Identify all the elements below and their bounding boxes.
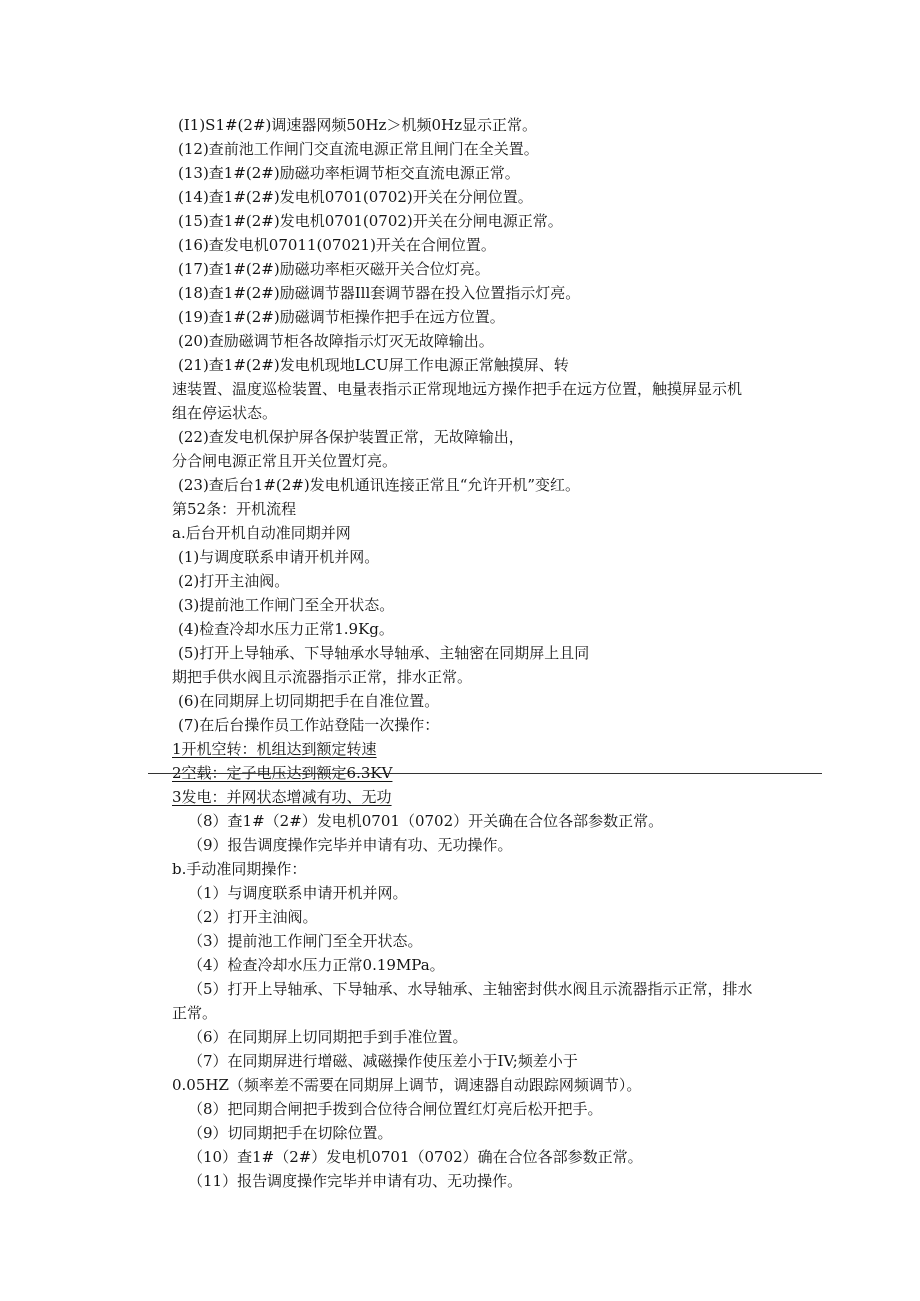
text-line: (6)在同期屏上切同期把手在自准位置。 — [178, 692, 440, 710]
text-line: （3）提前池工作闸门至全开状态。 — [188, 932, 423, 950]
text-line: (20)查励磁调节柜各故障指示灯灭无故障输出。 — [178, 332, 494, 350]
text-line: (5)打开上导轴承、下导轴承水导轴承、主轴密在同期屏上且同 — [178, 644, 590, 662]
text-line: 正常。 — [172, 1004, 218, 1022]
text-line: (14)查1#(2#)发电机0701(0702)开关在分闸位置。 — [178, 188, 533, 206]
text-line: (18)查1#(2#)励磁调节器Ill套调节器在投入位置指示灯亮。 — [178, 284, 581, 302]
text-line: (3)提前池工作闸门至全开状态。 — [178, 596, 395, 614]
text-line: (12)查前池工作闸门交直流电源正常且闸门在全关置。 — [178, 140, 539, 158]
text-line: (21)查1#(2#)发电机现地LCU屏工作电源正常触摸屏、转 — [178, 356, 569, 374]
text-line: (17)查1#(2#)励磁功率柜灭磁开关合位灯亮。 — [178, 260, 490, 278]
text-line: (1)与调度联系申请开机并网。 — [178, 548, 380, 566]
text-line: （8）查1#（2#）发电机0701（0702）开关确在合位各部参数正常。 — [188, 812, 664, 830]
text-line: （6）在同期屏上切同期把手到手准位置。 — [188, 1028, 468, 1046]
horizontal-rule — [148, 773, 822, 774]
text-line: (7)在后台操作员工作站登陆一次操作： — [178, 716, 440, 734]
text-line: (22)查发电机保护屏各保护装置正常，无故障输出， — [178, 428, 524, 446]
text-line: (4)检查冷却水压力正常1.9Kg。 — [178, 620, 394, 638]
section-heading: 第52条：开机流程 — [172, 500, 297, 518]
text-line: （7）在同期屏进行增磁、减磁操作使压差小于IV;频差小于 — [188, 1052, 578, 1070]
text-line: 分合闸电源正常且开关位置灯亮。 — [172, 452, 398, 470]
text-line: (23)查后台1#(2#)发电机通讯连接正常且“允许开机”变红。 — [178, 476, 581, 494]
subsection-heading: a.后台开机自动准同期并网 — [172, 524, 351, 542]
underlined-step: 2空载：定子电压达到额定6.3KV — [172, 764, 393, 782]
text-line: (16)查发电机07011(07021)开关在合闸位置。 — [178, 236, 496, 254]
text-line: (19)查1#(2#)励磁调节柜操作把手在远方位置。 — [178, 308, 505, 326]
text-line: 速装置、温度巡检装置、电量表指示正常现地远方操作把手在远方位置，触摸屏显示机 — [172, 380, 743, 398]
text-line: （2）打开主油阀。 — [188, 908, 318, 926]
text-line: （11）报告调度操作完毕并申请有功、无功操作。 — [188, 1172, 523, 1190]
text-line: (2)打开主油阀。 — [178, 572, 290, 590]
subsection-heading: b.手动准同期操作： — [172, 860, 307, 878]
text-line: （1）与调度联系申请开机并网。 — [188, 884, 408, 902]
text-line: (15)查1#(2#)发电机0701(0702)开关在分闸电源正常。 — [178, 212, 563, 230]
text-line: （5）打开上导轴承、下导轴承、水导轴承、主轴密封供水阀且示流器指示正常，排水 — [188, 980, 753, 998]
text-line: 组在停运状态。 — [172, 404, 278, 422]
text-line: (I1)S1#(2#)调速器网频50Hz＞机频0Hz显示正常。 — [178, 116, 537, 134]
text-line: （8）把同期合闸把手拨到合位待合闸位置红灯亮后松开把手。 — [188, 1100, 603, 1118]
text-line: 期把手供水阀且示流器指示正常，排水正常。 — [172, 668, 473, 686]
text-line: （9）切同期把手在切除位置。 — [188, 1124, 393, 1142]
text-line: （4）检查冷却水压力正常0.19MPa。 — [188, 956, 445, 974]
text-line: (13)查1#(2#)励磁功率柜调节柜交直流电源正常。 — [178, 164, 520, 182]
text-line: 0.05HZ（频率差不需要在同期屏上调节，调速器自动跟踪网频调节）。 — [172, 1076, 642, 1094]
underlined-step: 3发电：并网状态增减有功、无功 — [172, 788, 392, 806]
underlined-step: 1开机空转：机组达到额定转速 — [172, 740, 377, 758]
text-line: （10）查1#（2#）发电机0701（0702）确在合位各部参数正常。 — [188, 1148, 643, 1166]
text-line: （9）报告调度操作完毕并申请有功、无功操作。 — [188, 836, 513, 854]
